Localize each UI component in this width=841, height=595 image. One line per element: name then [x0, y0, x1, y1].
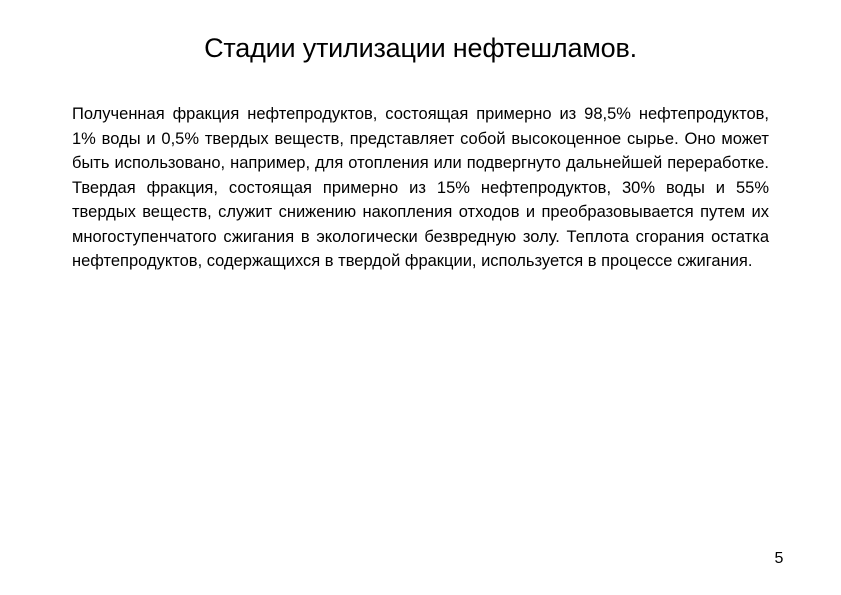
slide-body-text: Полученная фракция нефтепродуктов, состоящая примерно из 98,5% нефтепродуктов, 1% воды и 0,5% твердых веществ, представляет собой высокоценное сырье. Оно может быть использовано, например, для отопления или подвергнуто дальнейшей переработке. Твердая фракция, состоящая примерно из 15% нефтепродуктов, 30% воды и 55% твердых веществ, служит снижению накопления отходов и преобразовывается путем их многоступенчатого сжигания в экологически безвредную золу. Теплота сгорания остатка нефтепродуктов, содержащихся в твердой фракции, используется в процессе сжигания.	[72, 105, 769, 270]
page-number: 5	[774, 550, 784, 567]
slide-title: Стадии утилизации нефтешламов.	[204, 33, 637, 63]
